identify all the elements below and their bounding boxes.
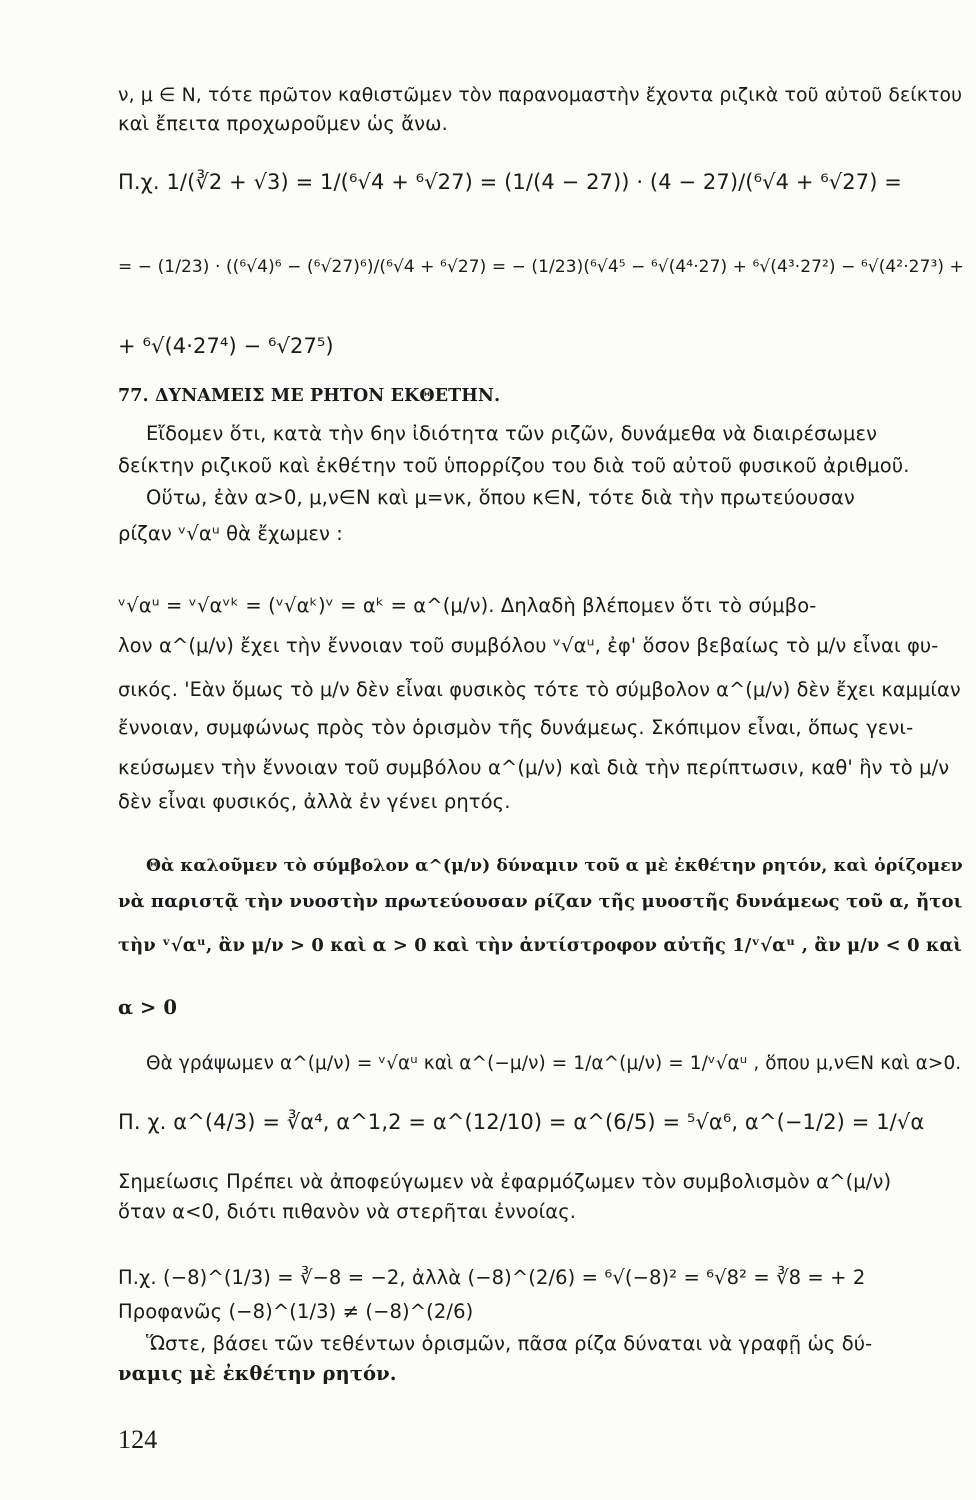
note-line-1: Σημείωσις Πρέπει νὰ ἀποφεύγωμεν νὰ ἐφαρμόζωμεν τὸν συμβολισμὸν α^(μ/ν): [118, 1170, 892, 1193]
para-line-5: ᵛ√αᵘ = ᵛ√αᵛᵏ = (ᵛ√αᵏ)ᵛ = αᵏ = α^(μ/ν). Δηλαδὴ βλέπομεν ὅτι τὸ σύμβο-: [118, 594, 817, 617]
para-line-3: Οὕτω, ἐὰν α>0, μ,ν∈Ν καὶ μ=νκ, ὅπου κ∈Ν, τότε διὰ τὴν πρωτεύουσαν: [146, 486, 855, 509]
example-3-line-1: Π.χ. (−8)^(1/3) = ∛−8 = −2, ἀλλὰ (−8)^(2/6) = ⁶√(−8)² = ⁶√8² = ∛8 = + 2: [118, 1266, 866, 1289]
definition-line-2: νὰ παριστᾷ τὴν νυοστὴν πρωτεύουσαν ρίζαν τῆς μυοστῆς δυνάμεως τοῦ α, ἤτοι: [118, 891, 963, 912]
para-line-8: ἔννοιαν, συμφώνως πρὸς τὸν ὁρισμὸν τῆς δυνάμεως. Σκόπιμον εἶναι, ὅπως γενι-: [118, 716, 914, 739]
para-line-2: δείκτην ριζικοῦ καὶ ἐκθέτην τοῦ ὑπορρίζου του διὰ τοῦ αὐτοῦ φυσικοῦ ἀριθμοῦ.: [118, 454, 910, 477]
example-1-line-2: = − (1/23) · ((⁶√4)⁶ − (⁶√27)⁶)/(⁶√4 + ⁶√27) = − (1/23)(⁶√4⁵ − ⁶√(4⁴·27) + ⁶√(4³·27²) − ⁶√(4²·27³) +: [118, 256, 964, 276]
para-line-1: Εἴδομεν ὅτι, κατὰ τὴν 6ην ἰδιότητα τῶν ριζῶν, δυνάμεθα νὰ διαιρέσωμεν: [146, 422, 878, 445]
intro-line-1: ν, μ ∈ Ν, τότε πρῶτον καθιστῶμεν τὸν παρανομαστὴν ἔχοντα ριζικὰ τοῦ αὐτοῦ δείκτου: [118, 85, 963, 106]
conclusion-line-1: Ὥστε, βάσει τῶν τεθέντων ὁρισμῶν, πᾶσα ρίζα δύναται νὰ γραφῇ ὡς δύ-: [146, 1332, 873, 1355]
section-heading: 77. ΔΥΝΑΜΕΙΣ ΜΕ ΡΗΤΟΝ ΕΚΘΕΤΗΝ.: [118, 386, 501, 406]
example-1-line-1: Π.χ. 1/(∛2 + √3) = 1/(⁶√4 + ⁶√27) = (1/(4 − 27)) · (4 − 27)/(⁶√4 + ⁶√27) =: [118, 170, 902, 194]
formula-line: Θὰ γράψωμεν α^(μ/ν) = ᵛ√αᵘ καὶ α^(−μ/ν) = 1/α^(μ/ν) = 1/ᵛ√αᵘ , ὅπου μ,ν∈Ν καὶ α>0.: [146, 1053, 962, 1074]
para-line-7: σικός. 'Εὰν ὅμως τὸ μ/ν δὲν εἶναι φυσικὸς τότε τὸ σύμβολον α^(μ/ν) δὲν ἔχει καμμίαν: [118, 678, 961, 701]
page-number: 124: [118, 1425, 158, 1454]
para-line-10: δὲν εἶναι φυσικός, ἀλλὰ ἐν γένει ρητός.: [118, 790, 511, 813]
example-2-line: Π. χ. α^(4/3) = ∛α⁴, α^1,2 = α^(12/10) = α^(6/5) = ⁵√α⁶, α^(−1/2) = 1/√α: [118, 1110, 925, 1134]
note-line-2: ὅταν α<0, διότι πιθανὸν νὰ στερῆται ἐννοίας.: [118, 1200, 577, 1223]
intro-line-2: καὶ ἔπειτα προχωροῦμεν ὡς ἄνω.: [118, 112, 448, 135]
para-line-9: κεύσωμεν τὴν ἔννοιαν τοῦ συμβόλου α^(μ/ν) καὶ διὰ τὴν περίπτωσιν, καθ' ἣν τὸ μ/ν: [118, 756, 950, 779]
definition-line-4: α > 0: [118, 996, 177, 1019]
conclusion-line-2: ναμις μὲ ἐκθέτην ρητόν.: [118, 1362, 397, 1385]
para-line-6: λον α^(μ/ν) ἔχει τὴν ἔννοιαν τοῦ συμβόλου ᵛ√αᵘ, ἐφ' ὅσον βεβαίως τὸ μ/ν εἶναι φυ-: [118, 634, 939, 657]
example-3-line-2: Προφανῶς (−8)^(1/3) ≠ (−8)^(2/6): [118, 1300, 474, 1323]
example-1-line-3: + ⁶√(4·27⁴) − ⁶√27⁵): [118, 334, 334, 358]
para-line-4: ρίζαν ᵛ√αᵘ θὰ ἔχωμεν :: [118, 522, 343, 545]
definition-line-1: Θὰ καλοῦμεν τὸ σύμβολον α^(μ/ν) δύναμιν τοῦ α μὲ ἐκθέτην ρητόν, καὶ ὁρίζομεν: [146, 856, 963, 876]
definition-line-3: τὴν ᵛ√αᵘ, ἂν μ/ν > 0 καὶ α > 0 καὶ τὴν ἀντίστροφον αὐτῆς 1/ᵛ√αᵘ , ἂν μ/ν < 0 καὶ: [118, 935, 963, 956]
